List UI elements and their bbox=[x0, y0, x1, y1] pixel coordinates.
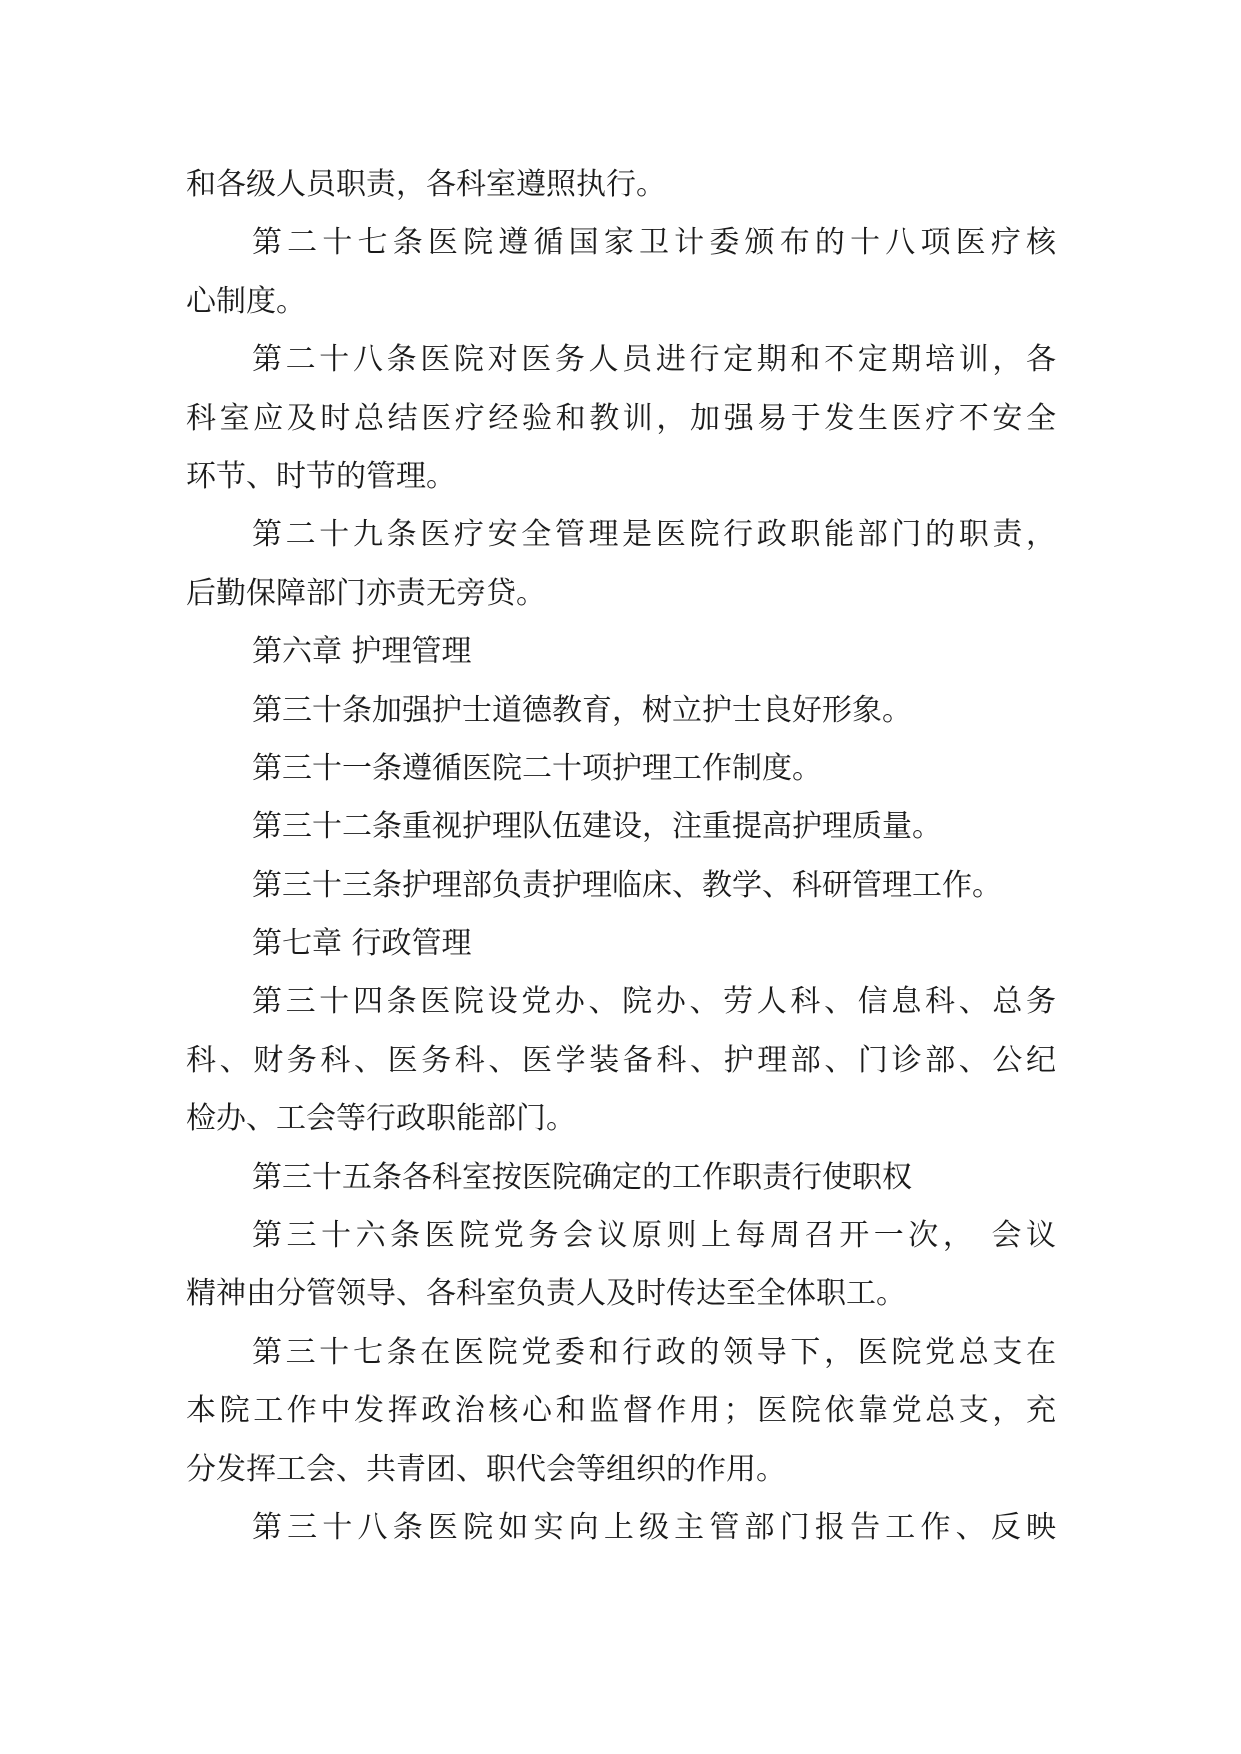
document-body bbox=[186, 156, 1056, 1557]
text-line: 检办、工会等行政职能部门。 bbox=[186, 1101, 576, 1137]
text-line: 第三十五条各科室按医院确定的工作职责行使职权 bbox=[252, 1159, 912, 1195]
text-line: 精神由分管领导、各科室负责人及时传达至全体职工。 bbox=[186, 1276, 906, 1312]
text-line: 环节、时节的管理。 bbox=[186, 458, 456, 494]
text-line: 第二十八条医院对医务人员进行定期和不定期培训，各 bbox=[252, 342, 1056, 378]
text-line: 第三十六条医院党务会议原则上每周召开一次， 会议 bbox=[252, 1218, 1056, 1254]
text-line: 第三十四条医院设党办、院办、劳人科、信息科、总务 bbox=[252, 984, 1056, 1020]
text-line: 第三十三条护理部负责护理临床、教学、科研管理工作。 bbox=[252, 867, 1002, 903]
text-line: 科、财务科、医务科、医学装备科、护理部、门诊部、公纪 bbox=[186, 1042, 1056, 1078]
text-line: 第二十七条医院遵循国家卫计委颁布的十八项医疗核 bbox=[252, 225, 1056, 261]
text-line: 第三十八条医院如实向上级主管部门报告工作、反映 bbox=[252, 1509, 1056, 1545]
text-line: 第七章 行政管理 bbox=[252, 926, 472, 962]
text-line: 第三十一条遵循医院二十项护理工作制度。 bbox=[252, 750, 822, 786]
text-line: 第三十条加强护士道德教育，树立护士良好形象。 bbox=[252, 692, 912, 728]
text-line: 第三十七条在医院党委和行政的领导下，医院党总支在 bbox=[252, 1334, 1056, 1370]
text-line: 科室应及时总结医疗经验和教训，加强易于发生医疗不安全 bbox=[186, 400, 1056, 436]
text-line: 第三十二条重视护理队伍建设，注重提高护理质量。 bbox=[252, 809, 942, 845]
text-line: 和各级人员职责，各科室遵照执行。 bbox=[186, 167, 666, 202]
text-line: 本院工作中发挥政治核心和监督作用；医院依靠党总支，充 bbox=[186, 1393, 1056, 1429]
text-line: 分发挥工会、共青团、职代会等组织的作用。 bbox=[186, 1451, 786, 1487]
text-line: 第二十九条医疗安全管理是医院行政职能部门的职责， bbox=[252, 517, 1056, 553]
text-line: 心制度。 bbox=[186, 283, 306, 319]
text-line: 第六章 护理管理 bbox=[252, 634, 472, 670]
text-line: 后勤保障部门亦责无旁贷。 bbox=[186, 575, 546, 611]
